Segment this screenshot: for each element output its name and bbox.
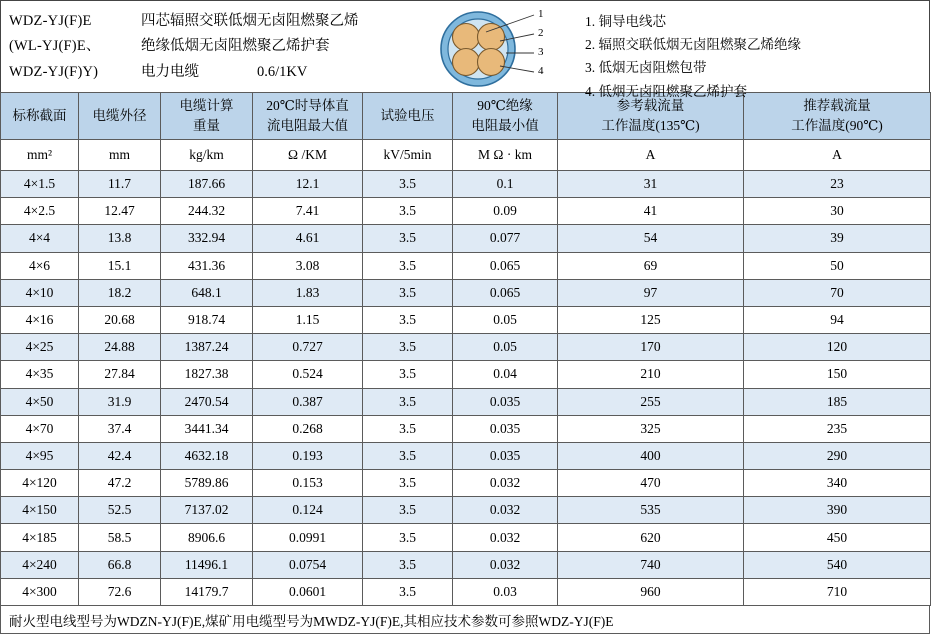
table-cell: 3.5 bbox=[363, 361, 453, 388]
table-row bbox=[1, 334, 931, 361]
column-header-line: 90℃绝缘 bbox=[477, 98, 533, 114]
table-cell: 37.4 bbox=[79, 415, 161, 442]
table-cell: 66.8 bbox=[79, 551, 161, 578]
table-cell: 52.5 bbox=[79, 497, 161, 524]
table-row bbox=[1, 497, 931, 524]
table-cell: 14179.7 bbox=[161, 578, 253, 605]
table-body bbox=[1, 171, 931, 606]
table-cell: 4×4 bbox=[1, 225, 79, 252]
table-cell: 0.032 bbox=[453, 497, 558, 524]
table-cell: 4×120 bbox=[1, 470, 79, 497]
table-cell: 3.5 bbox=[363, 388, 453, 415]
table-cell: 4×70 bbox=[1, 415, 79, 442]
unit-cell: mm² bbox=[1, 140, 79, 171]
table-cell: 4×185 bbox=[1, 524, 79, 551]
table-cell: 400 bbox=[558, 442, 744, 469]
table-cell: 4×2.5 bbox=[1, 198, 79, 225]
table-cell: 0.0754 bbox=[253, 551, 363, 578]
callout-number-1: 1 bbox=[538, 8, 544, 20]
cable-diagram-svg bbox=[430, 8, 578, 90]
legend-item: 1. 铜导电线芯 bbox=[585, 14, 666, 29]
table-cell: 255 bbox=[558, 388, 744, 415]
unit-cell: kV/5min bbox=[363, 140, 453, 171]
table-cell: 12.1 bbox=[253, 171, 363, 198]
table-cell: 4×35 bbox=[1, 361, 79, 388]
table-cell: 450 bbox=[744, 524, 931, 551]
footer-note bbox=[0, 606, 930, 634]
table-cell: 7.41 bbox=[253, 198, 363, 225]
table-cell: 20.68 bbox=[79, 306, 161, 333]
callout-number-4: 4 bbox=[538, 65, 544, 77]
table-cell: 620 bbox=[558, 524, 744, 551]
table-cell: 0.524 bbox=[253, 361, 363, 388]
table-cell: 0.727 bbox=[253, 334, 363, 361]
table-cell: 94 bbox=[744, 306, 931, 333]
cable-cross-section-figure bbox=[429, 1, 579, 90]
unit-cell: kg/km bbox=[161, 140, 253, 171]
table-cell: 2470.54 bbox=[161, 388, 253, 415]
structure-legend bbox=[579, 1, 929, 103]
table-cell: 431.36 bbox=[161, 252, 253, 279]
table-cell: 918.74 bbox=[161, 306, 253, 333]
table-cell: 3.5 bbox=[363, 225, 453, 252]
table-cell: 244.32 bbox=[161, 198, 253, 225]
table-cell: 325 bbox=[558, 415, 744, 442]
column-header-cable-outer-diameter: 电缆外径 bbox=[79, 93, 161, 140]
product-row bbox=[9, 60, 429, 85]
table-cell: 42.4 bbox=[79, 442, 161, 469]
column-header-line: 重量 bbox=[193, 118, 220, 133]
table-cell: 11496.1 bbox=[161, 551, 253, 578]
legend-item: 4. 低烟无卤阻燃聚乙烯护套 bbox=[585, 83, 747, 99]
table-cell: 39 bbox=[744, 225, 931, 252]
table-cell: 8906.6 bbox=[161, 524, 253, 551]
column-header-line: 电缆计算 bbox=[179, 98, 234, 114]
table-cell: 0.035 bbox=[453, 442, 558, 469]
table-cell: 4×10 bbox=[1, 279, 79, 306]
table-cell: 1.15 bbox=[253, 306, 363, 333]
table-cell: 0.04 bbox=[453, 361, 558, 388]
table-row bbox=[1, 388, 931, 415]
unit-cell: Ω /KM bbox=[253, 140, 363, 171]
table-cell: 18.2 bbox=[79, 279, 161, 306]
callout-number-3: 3 bbox=[538, 46, 544, 58]
table-cell: 185 bbox=[744, 388, 931, 415]
table-cell: 23 bbox=[744, 171, 931, 198]
column-header-line: 电阻最小值 bbox=[471, 118, 539, 133]
table-cell: 1827.38 bbox=[161, 361, 253, 388]
table-cell: 150 bbox=[744, 361, 931, 388]
table-cell: 27.84 bbox=[79, 361, 161, 388]
table-cell: 4×25 bbox=[1, 334, 79, 361]
table-cell: 50 bbox=[744, 252, 931, 279]
table-cell: 4×50 bbox=[1, 388, 79, 415]
table-cell: 187.66 bbox=[161, 171, 253, 198]
table-row bbox=[1, 415, 931, 442]
specification-table bbox=[0, 92, 931, 606]
product-description: 四芯辐照交联低烟无卤阻燃聚乙烯 bbox=[141, 13, 359, 29]
table-cell: 4×1.5 bbox=[1, 171, 79, 198]
unit-cell: A bbox=[744, 140, 931, 171]
unit-cell: A bbox=[558, 140, 744, 171]
table-cell: 0.065 bbox=[453, 252, 558, 279]
header-block bbox=[0, 0, 930, 99]
table-cell: 740 bbox=[558, 551, 744, 578]
table-cell: 648.1 bbox=[161, 279, 253, 306]
table-row bbox=[1, 551, 931, 578]
table-cell: 31 bbox=[558, 171, 744, 198]
table-cell: 54 bbox=[558, 225, 744, 252]
table-cell: 0.05 bbox=[453, 306, 558, 333]
table-cell: 0.268 bbox=[253, 415, 363, 442]
table-cell: 0.193 bbox=[253, 442, 363, 469]
table-cell: 0.09 bbox=[453, 198, 558, 225]
product-description: 电力电缆 0.6/1KV bbox=[141, 63, 308, 80]
table-cell: 390 bbox=[744, 497, 931, 524]
table-cell: 3.5 bbox=[363, 334, 453, 361]
product-description: 绝缘低烟无卤阻燃聚乙烯护套 bbox=[141, 38, 330, 55]
table-cell: 72.6 bbox=[79, 578, 161, 605]
table-cell: 47.2 bbox=[79, 470, 161, 497]
table-cell: 4632.18 bbox=[161, 442, 253, 469]
table-cell: 0.03 bbox=[453, 578, 558, 605]
table-cell: 3.5 bbox=[363, 442, 453, 469]
table-row bbox=[1, 578, 931, 605]
unit-cell: mm bbox=[79, 140, 161, 171]
table-units-row bbox=[1, 140, 931, 171]
table-cell: 0.032 bbox=[453, 470, 558, 497]
table-cell: 1387.24 bbox=[161, 334, 253, 361]
table-cell: 3.5 bbox=[363, 415, 453, 442]
column-header-insulation-resistance bbox=[453, 93, 558, 140]
table-cell: 0.124 bbox=[253, 497, 363, 524]
table-row bbox=[1, 279, 931, 306]
table-cell: 170 bbox=[558, 334, 744, 361]
table-cell: 12.47 bbox=[79, 198, 161, 225]
column-header-nominal-section: 标称截面 bbox=[1, 93, 79, 140]
table-cell: 3.5 bbox=[363, 171, 453, 198]
product-code: WDZ-YJ(F)Y) bbox=[9, 63, 99, 80]
table-row bbox=[1, 470, 931, 497]
table-cell: 3441.34 bbox=[161, 415, 253, 442]
table-cell: 3.5 bbox=[363, 551, 453, 578]
table-cell: 3.5 bbox=[363, 279, 453, 306]
table-cell: 0.077 bbox=[453, 225, 558, 252]
table-cell: 710 bbox=[744, 578, 931, 605]
table-row bbox=[1, 198, 931, 225]
product-row bbox=[9, 9, 429, 34]
column-header-line: 参考载流量 bbox=[616, 98, 685, 114]
table-cell: 3.5 bbox=[363, 578, 453, 605]
table-cell: 5789.86 bbox=[161, 470, 253, 497]
table-cell: 1.83 bbox=[253, 279, 363, 306]
table-cell: 70 bbox=[744, 279, 931, 306]
product-code: WDZ-YJ(F)E bbox=[9, 13, 92, 29]
table-cell: 0.032 bbox=[453, 524, 558, 551]
table-cell: 125 bbox=[558, 306, 744, 333]
unit-cell: M Ω · km bbox=[453, 140, 558, 171]
table-cell: 3.5 bbox=[363, 524, 453, 551]
table-cell: 0.032 bbox=[453, 551, 558, 578]
table-cell: 4×300 bbox=[1, 578, 79, 605]
table-cell: 30 bbox=[744, 198, 931, 225]
column-header-dc-resistance bbox=[253, 93, 363, 140]
table-cell: 290 bbox=[744, 442, 931, 469]
table-cell: 0.153 bbox=[253, 470, 363, 497]
table-cell: 470 bbox=[558, 470, 744, 497]
table-row bbox=[1, 225, 931, 252]
table-cell: 3.5 bbox=[363, 306, 453, 333]
table-cell: 0.0601 bbox=[253, 578, 363, 605]
product-code: (WL-YJ(F)E、 bbox=[9, 38, 101, 55]
column-header-calculated-weight bbox=[161, 93, 253, 140]
table-cell: 3.08 bbox=[253, 252, 363, 279]
legend-item: 3. 低烟无卤阻燃包带 bbox=[585, 60, 707, 76]
table-cell: 0.065 bbox=[453, 279, 558, 306]
table-cell: 11.7 bbox=[79, 171, 161, 198]
table-cell: 540 bbox=[744, 551, 931, 578]
table-cell: 0.1 bbox=[453, 171, 558, 198]
table-cell: 0.05 bbox=[453, 334, 558, 361]
callout-number-2: 2 bbox=[538, 27, 544, 39]
table-cell: 4×16 bbox=[1, 306, 79, 333]
table-cell: 7137.02 bbox=[161, 497, 253, 524]
table-row bbox=[1, 361, 931, 388]
table-cell: 4×95 bbox=[1, 442, 79, 469]
column-header-line: 推荐载流量 bbox=[803, 98, 871, 114]
table-cell: 4×6 bbox=[1, 252, 79, 279]
table-cell: 960 bbox=[558, 578, 744, 605]
table-row bbox=[1, 252, 931, 279]
table-cell: 4×240 bbox=[1, 551, 79, 578]
legend-item: 2. 辐照交联低烟无卤阻燃聚乙烯绝缘 bbox=[585, 37, 801, 53]
table-cell: 3.5 bbox=[363, 198, 453, 225]
table-cell: 0.0991 bbox=[253, 524, 363, 551]
footer-note-text: 耐火型电线型号为WDZN-YJ(F)E,煤矿用电缆型号为MWDZ-YJ(F)E,其相应技术参数可参照WDZ-YJ(F)E bbox=[9, 613, 614, 629]
table-cell: 235 bbox=[744, 415, 931, 442]
table-cell: 3.5 bbox=[363, 470, 453, 497]
table-cell: 4×150 bbox=[1, 497, 79, 524]
table-cell: 41 bbox=[558, 198, 744, 225]
table-cell: 97 bbox=[558, 279, 744, 306]
table-row bbox=[1, 524, 931, 551]
table-cell: 120 bbox=[744, 334, 931, 361]
product-designation bbox=[1, 1, 429, 85]
table-row bbox=[1, 306, 931, 333]
table-cell: 24.88 bbox=[79, 334, 161, 361]
table-cell: 58.5 bbox=[79, 524, 161, 551]
table-cell: 13.8 bbox=[79, 225, 161, 252]
table-cell: 31.9 bbox=[79, 388, 161, 415]
column-header-line: 流电阻最大值 bbox=[267, 118, 348, 133]
table-cell: 3.5 bbox=[363, 497, 453, 524]
table-cell: 340 bbox=[744, 470, 931, 497]
table-cell: 0.387 bbox=[253, 388, 363, 415]
column-header-line: 20℃时导体直 bbox=[266, 98, 349, 114]
table-cell: 0.035 bbox=[453, 388, 558, 415]
table-cell: 4.61 bbox=[253, 225, 363, 252]
table-cell: 15.1 bbox=[79, 252, 161, 279]
column-header-test-voltage: 试验电压 bbox=[363, 93, 453, 140]
table-cell: 3.5 bbox=[363, 252, 453, 279]
product-row bbox=[9, 34, 429, 59]
table-cell: 332.94 bbox=[161, 225, 253, 252]
table-row bbox=[1, 171, 931, 198]
column-header-line: 工作温度(135℃) bbox=[601, 118, 700, 133]
table-cell: 535 bbox=[558, 497, 744, 524]
table-cell: 210 bbox=[558, 361, 744, 388]
table-row bbox=[1, 442, 931, 469]
column-header-line: 工作温度(90℃) bbox=[791, 118, 883, 133]
table-cell: 0.035 bbox=[453, 415, 558, 442]
table-cell: 69 bbox=[558, 252, 744, 279]
